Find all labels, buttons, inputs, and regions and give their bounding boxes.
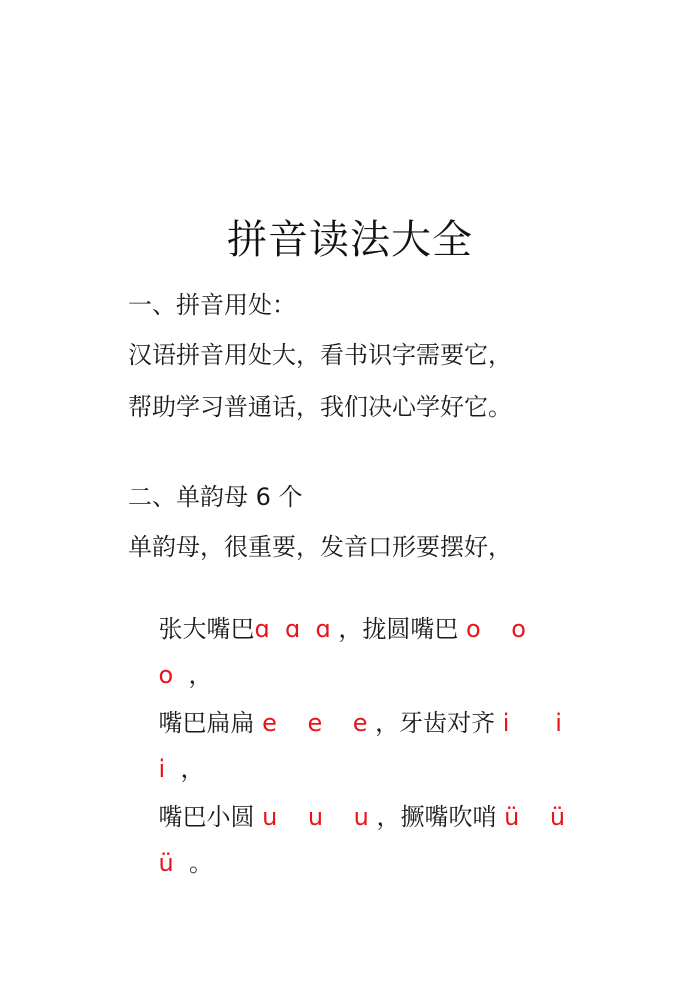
line5-tail: ， xyxy=(165,755,205,783)
section1-line-1: 汉语拼音用处大，看书识字需要它， xyxy=(128,341,512,369)
line4-e-text: 嘴巴扁扁 xyxy=(158,709,263,737)
line4-i-text: ，牙齿对齐 xyxy=(367,709,503,737)
pinyin-v-letter-wrap: ü xyxy=(158,849,174,877)
line6-u-text: 嘴巴小圆 xyxy=(158,803,263,831)
line6-v-text: ，撅嘴吹哨 xyxy=(368,803,505,831)
section2-line-1: 单韵母，很重要，发音口形要摆好， xyxy=(128,533,512,561)
pinyin-a-letters: ɑ ɑ ɑ xyxy=(254,615,331,643)
pinyin-u-letters: u u u xyxy=(262,803,369,831)
page-title: 拼音读法大全 xyxy=(227,217,473,263)
line2-o-text: ，拢圆嘴巴 xyxy=(330,615,466,643)
pinyin-i-letters: i i xyxy=(502,709,562,737)
section2-line-7 xyxy=(128,812,213,914)
pinyin-o-letter-wrap: o xyxy=(158,661,174,689)
section2-heading: 二、单韵母 6 个 xyxy=(128,483,303,511)
line2-a-text: 张大嘴巴 xyxy=(158,615,255,643)
line3-tail: ， xyxy=(173,661,213,689)
section1-line-2: 帮助学习普通话，我们决心学好它。 xyxy=(128,393,512,421)
pinyin-i-letter-wrap: i xyxy=(158,755,166,783)
pinyin-v-letters: ü ü xyxy=(504,803,566,831)
pinyin-e-letters: e e e xyxy=(262,709,368,737)
section1-heading: 一、拼音用处： xyxy=(128,291,296,319)
pinyin-o-letters: o o xyxy=(466,615,526,643)
line7-tail: 。 xyxy=(173,849,213,877)
